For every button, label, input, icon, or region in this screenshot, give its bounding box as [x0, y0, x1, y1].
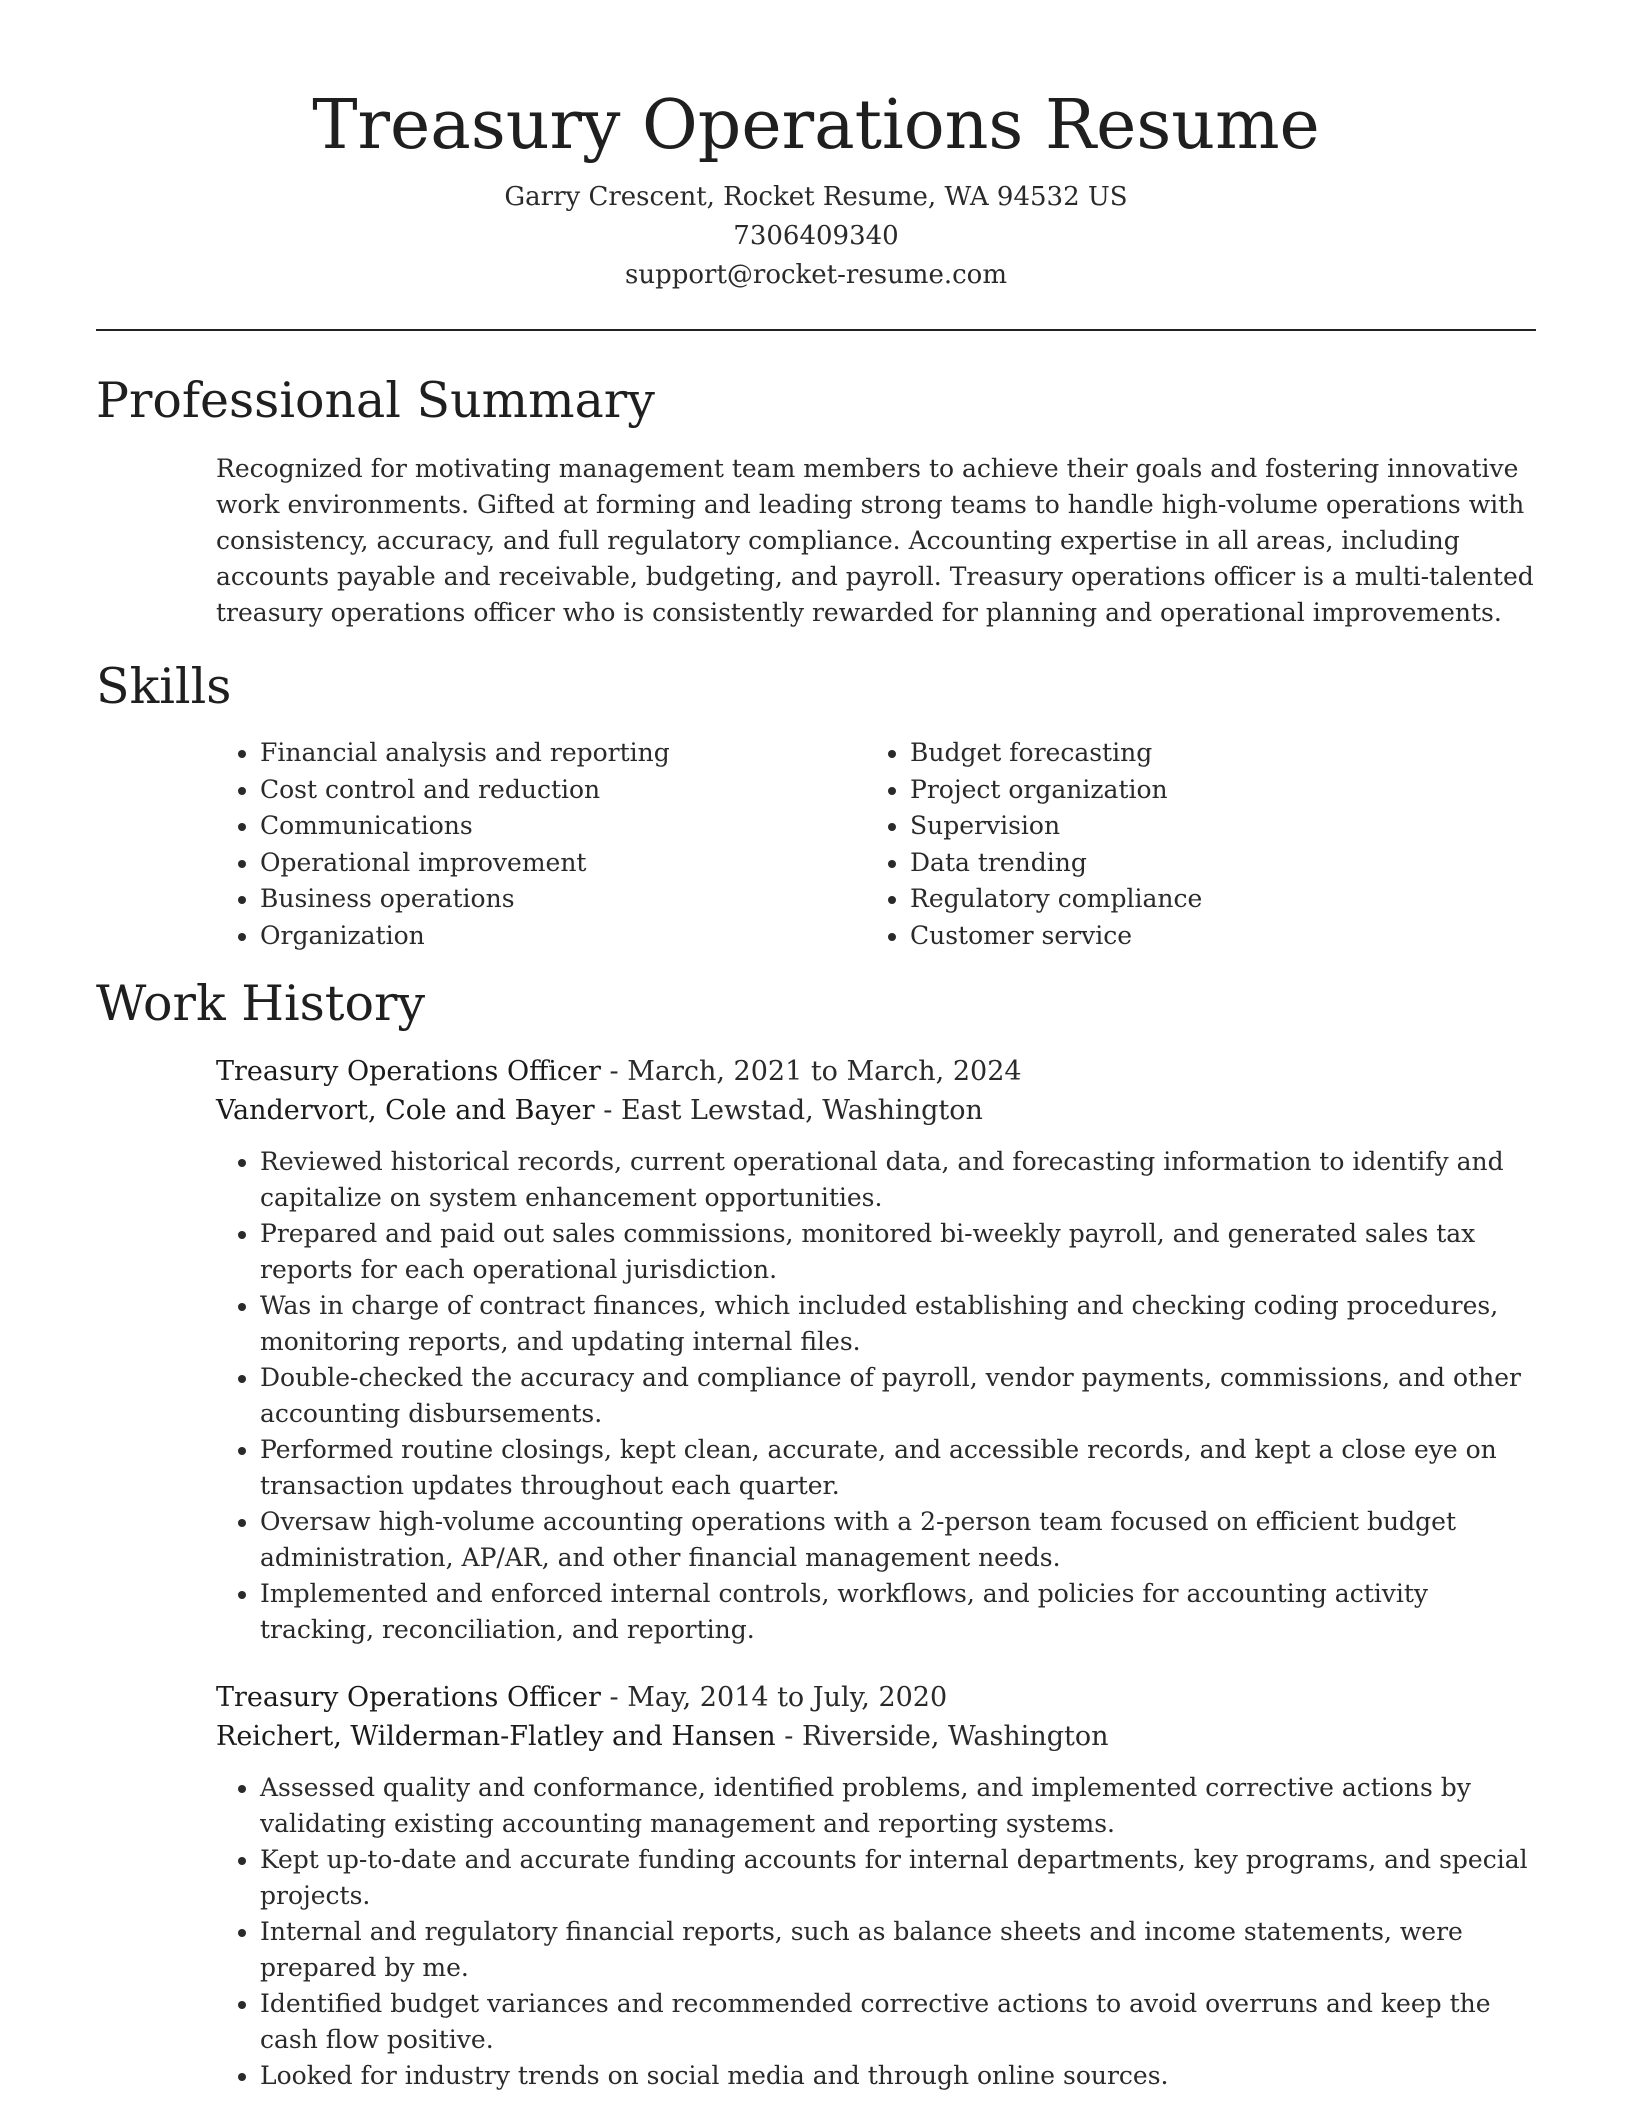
skill-item: • Data trending	[910, 845, 1510, 882]
job-duties	[216, 1144, 1536, 1648]
job-duty: • Looked for industry trends on social media and through online sources.	[260, 2058, 1536, 2094]
job-duty: • Oversaw high-volume accounting operations with a 2-person team focused on efficient budget administration, AP/AR, and other financial management needs.	[260, 1504, 1536, 1576]
skill-item: • Customer service	[910, 918, 1510, 955]
resume-title: Treasury Operations Resume	[312, 86, 1320, 165]
job-duty: • Prepared and paid out sales commissions, monitored bi-weekly payroll, and generated sales tax reports for each operational jurisdiction.	[260, 1216, 1536, 1288]
skill-item: • Cost control and reduction	[260, 772, 866, 809]
job-location: - Riverside, Washington	[775, 1721, 1109, 1752]
job-company: Reichert, Wilderman-Flatley and Hansen	[216, 1721, 776, 1752]
skill-item: • Communications	[260, 808, 866, 845]
job-role: Treasury Operations Officer	[216, 1056, 601, 1087]
contact-info	[96, 178, 1536, 295]
skill-item: • Financial analysis and reporting	[260, 735, 866, 772]
skills-list	[216, 735, 1536, 954]
job-entry	[216, 1052, 1536, 1648]
job-location: - East Lewstad, Washington	[594, 1095, 983, 1126]
header-divider	[96, 329, 1536, 331]
skill-item: • Regulatory compliance	[910, 881, 1510, 918]
job-dates: - May, 2014 to July, 2020	[600, 1682, 948, 1713]
skill-item: • Organization	[260, 918, 866, 955]
job-duty: • Reviewed historical records, current operational data, and forecasting information to identify and capitalize on system enhancement opportunities.	[260, 1144, 1536, 1216]
email-address: support@rocket-resume.com	[624, 260, 1007, 290]
skills-column-right	[866, 735, 1510, 954]
job-duty: • Identified budget variances and recommended corrective actions to avoid overruns and keep the cash flow positive.	[260, 1986, 1536, 2058]
job-company-line	[216, 1091, 1536, 1130]
job-title-line	[216, 1052, 1536, 1091]
skills-heading: Skills	[96, 658, 232, 715]
address: Garry Crescent, Rocket Resume, WA 94532 US	[504, 182, 1128, 212]
job-company: Vandervort, Cole and Bayer	[216, 1095, 595, 1126]
resume-page	[96, 0, 1536, 2094]
skills-column-left	[216, 735, 866, 954]
job-duty: • Was in charge of contract finances, which included establishing and checking coding procedures, monitoring reports, and updating internal files.	[260, 1288, 1536, 1360]
job-duty: • Assessed quality and conformance, identified problems, and implemented corrective actions by validating existing accounting management and reporting systems.	[260, 1770, 1536, 1842]
job-duty: • Double-checked the accuracy and compliance of payroll, vendor payments, commissions, and other accounting disbursements.	[260, 1360, 1536, 1432]
resume-header	[96, 0, 1536, 295]
job-title-line	[216, 1678, 1536, 1717]
skill-item: • Business operations	[260, 881, 866, 918]
summary-text: Recognized for motivating management team members to achieve their goals and fostering innovative work environments. Gifted at forming and leading strong teams to handle high-volume operations with consistency, accuracy, and full regulatory compliance. Accounting expertise in all areas, including accounts payable and receivable, budgeting, and payroll. Treasury operations officer is a multi-talented treasury operations officer who is consistently rewarded for planning and operational improvements.	[216, 454, 1534, 627]
job-entry	[216, 1678, 1536, 2094]
skill-item: • Budget forecasting	[910, 735, 1510, 772]
summary-heading: Professional Summary	[96, 372, 655, 429]
job-company-line	[216, 1717, 1536, 1756]
job-duty: • Kept up-to-date and accurate funding accounts for internal departments, key programs, and special projects.	[260, 1842, 1536, 1914]
skill-item: • Project organization	[910, 772, 1510, 809]
job-duty: • Performed routine closings, kept clean, accurate, and accessible records, and kept a close eye on transaction updates throughout each quarter.	[260, 1432, 1536, 1504]
job-role: Treasury Operations Officer	[216, 1682, 601, 1713]
skill-item: • Supervision	[910, 808, 1510, 845]
work-history-heading: Work History	[96, 975, 426, 1032]
job-duty: • Implemented and enforced internal controls, workflows, and policies for accounting activity tracking, reconciliation, and reporting.	[260, 1576, 1536, 1648]
job-duty: • Internal and regulatory financial reports, such as balance sheets and income statements, were prepared by me.	[260, 1914, 1536, 1986]
phone-number: 7306409340	[733, 221, 899, 251]
skill-item: • Operational improvement	[260, 845, 866, 882]
job-dates: - March, 2021 to March, 2024	[600, 1056, 1022, 1087]
job-duties	[216, 1770, 1536, 2094]
